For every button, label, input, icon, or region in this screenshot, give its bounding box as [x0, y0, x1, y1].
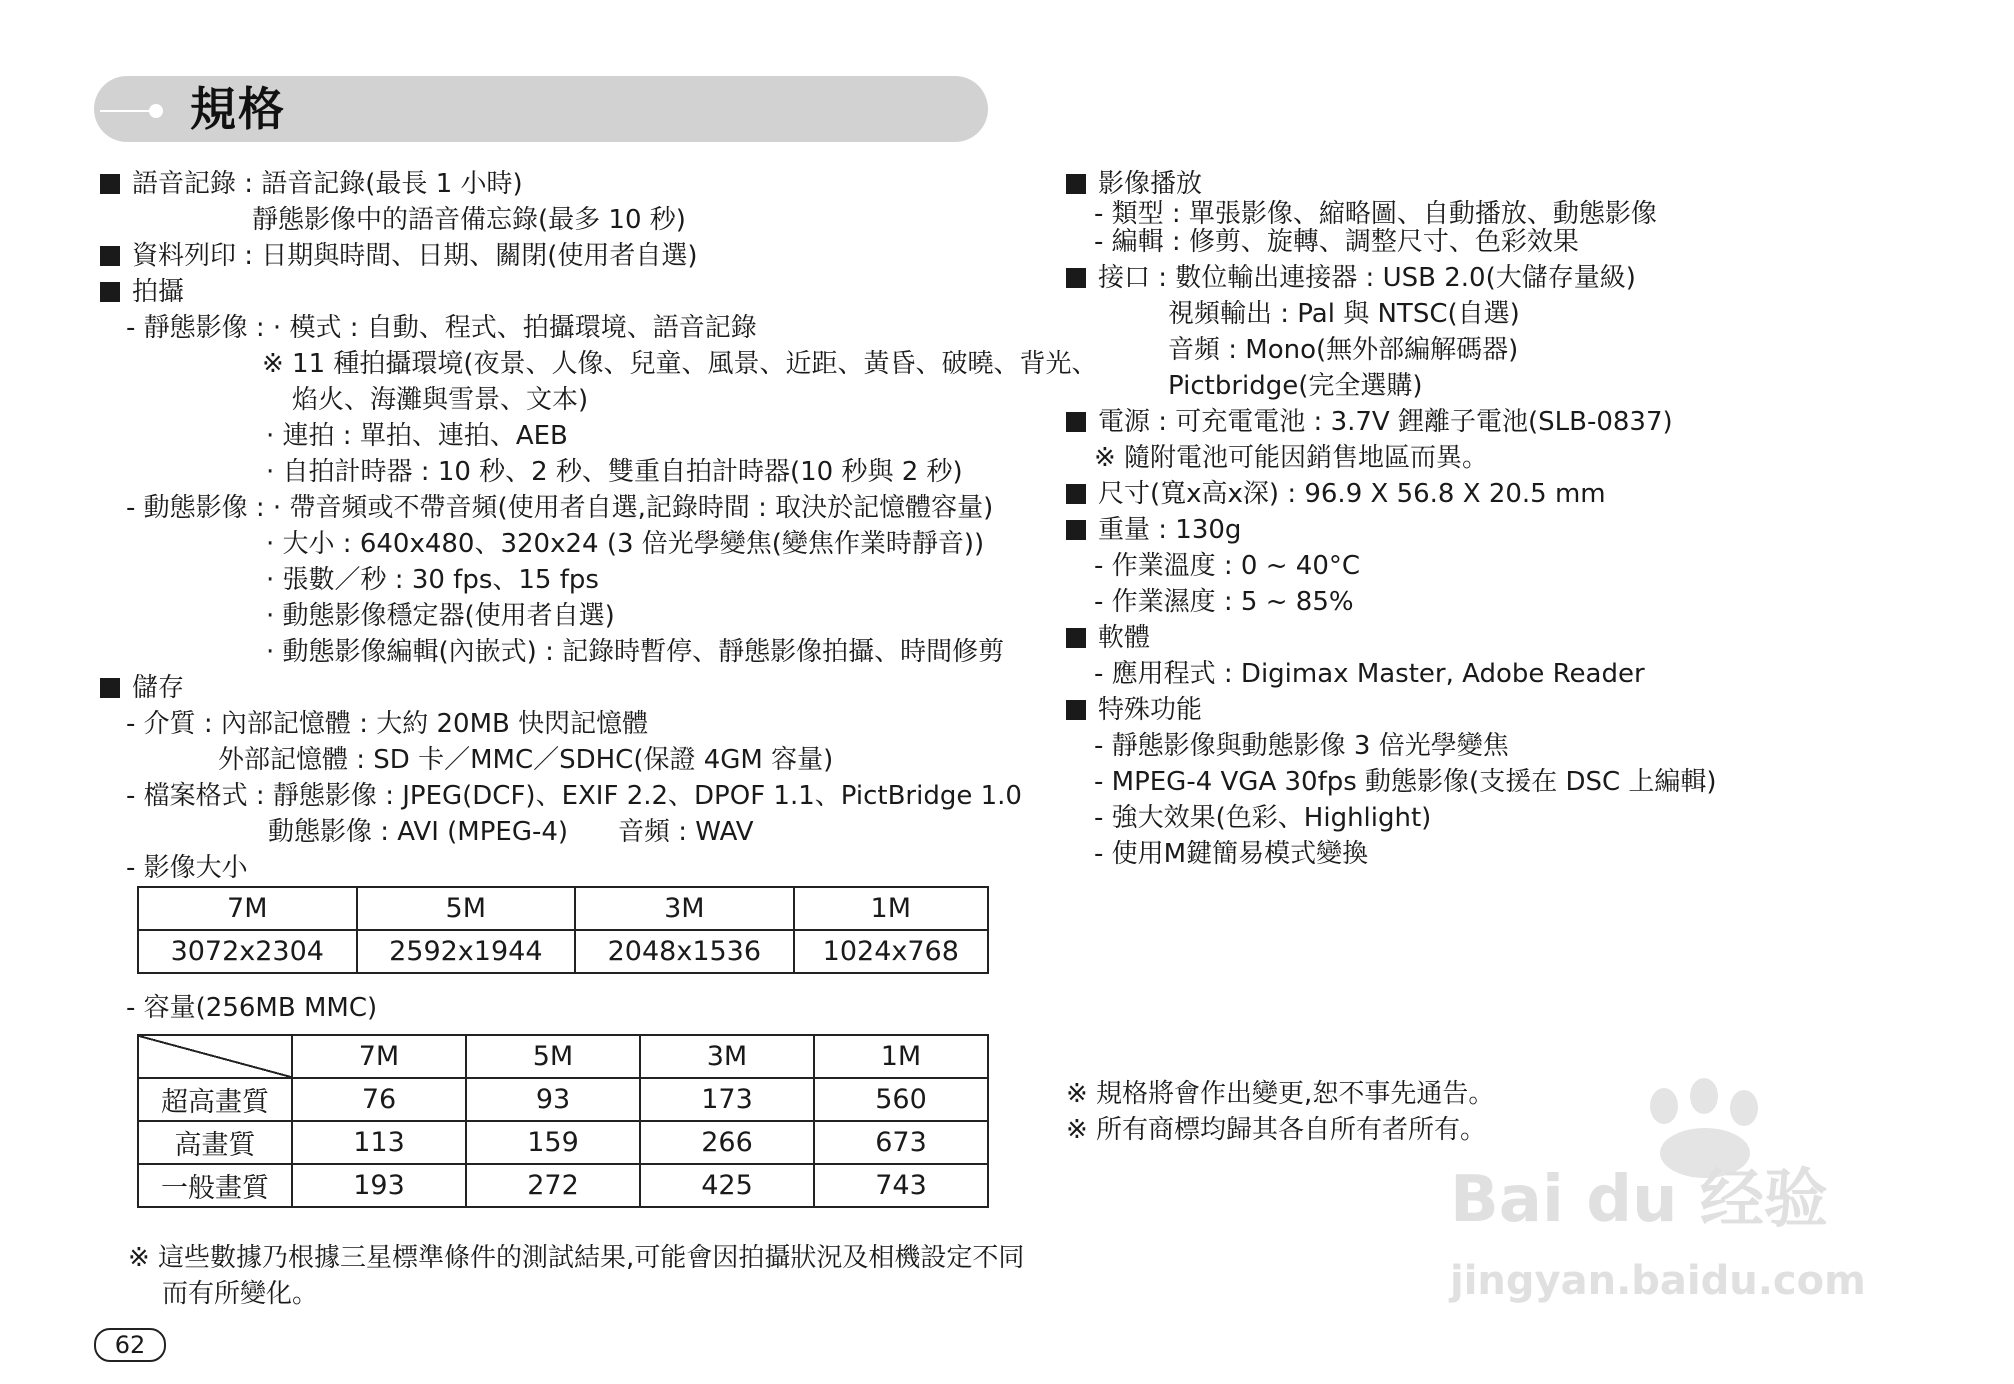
table-cell: 2048x1536	[575, 930, 794, 973]
spec-change-notice: ※ 規格將會作出變更,恕不事先通告。	[1066, 1079, 1495, 1109]
table-cell: 272	[466, 1164, 640, 1207]
spec-shooting-heading: 拍攝	[100, 274, 184, 310]
table-row	[138, 1164, 988, 1207]
spec-playback-type: - 類型 : 單張影像、縮略圖、自動播放、動態影像	[1094, 199, 1657, 229]
spec-movie-size: · 大小 : 640x480、320x24 (3 倍光學變焦(變焦作業時靜音))	[266, 529, 985, 559]
table-row	[138, 887, 988, 930]
spec-operating-humidity: - 作業濕度 : 5 ~ 85%	[1094, 587, 1354, 617]
bullet-square-icon	[1066, 412, 1086, 432]
header-decor-dot	[149, 104, 163, 118]
watermark-paw-icon	[1690, 1078, 1718, 1114]
table-row-label: 超高畫質	[138, 1078, 292, 1121]
table-header-cell: 5M	[357, 887, 576, 930]
bullet-square-icon	[100, 174, 120, 194]
spec-still-mode: - 靜態影像 : · 模式 : 自動、程式、拍攝環境、語音記錄	[126, 313, 757, 343]
bullet-square-icon	[1066, 628, 1086, 648]
spec-operating-temp: - 作業溫度 : 0 ~ 40°C	[1094, 551, 1361, 581]
table-cell: 113	[292, 1121, 466, 1164]
spec-date-imprint: 資料列印 : 日期與時間、日期、關閉(使用者自選)	[100, 238, 698, 274]
spec-feature-mode-switch: - 使用M鍵簡易模式變換	[1094, 839, 1369, 869]
spec-application: - 應用程式 : Digimax Master, Adobe Reader	[1094, 659, 1645, 689]
spec-scene-modes: ※ 11 種拍攝環境(夜景、人像、兒童、風景、近距、黃昏、破曉、背光、	[262, 349, 1098, 379]
table-cell: 3072x2304	[138, 930, 357, 973]
spec-movie-audio: - 動態影像 : · 帶音頻或不帶音頻(使用者自選,記錄時間 : 取決於記憶體容量)	[126, 493, 994, 523]
spec-features-heading: 特殊功能	[1066, 692, 1202, 728]
table-corner-cell	[138, 1035, 292, 1078]
table-header-cell: 3M	[575, 887, 794, 930]
table-row	[138, 1078, 988, 1121]
table-header-cell: 1M	[794, 887, 988, 930]
table-row-label: 一般畫質	[138, 1164, 292, 1207]
bullet-square-icon	[100, 678, 120, 698]
table-cell: 2592x1944	[357, 930, 576, 973]
data-disclaimer: ※ 這些數據乃根據三星標準條件的測試結果,可能會因拍攝狀況及相機設定不同	[128, 1243, 1025, 1273]
table-cell: 560	[814, 1078, 988, 1121]
spec-voice-recording: 語音記錄 : 語音記錄(最長 1 小時)	[100, 166, 523, 202]
spec-feature-zoom: - 靜態影像與動態影像 3 倍光學變焦	[1094, 731, 1509, 761]
table-row	[138, 1121, 988, 1164]
table-row	[138, 930, 988, 973]
watermark-url: jingyan.baidu.com	[1450, 1258, 1866, 1304]
table-cell: 159	[466, 1121, 640, 1164]
spec-file-format-still: - 檔案格式 : 靜態影像 : JPEG(DCF)、EXIF 2.2、DPOF 1.1、PictBridge 1.0	[126, 781, 1022, 811]
spec-internal-memory: - 介質 : 內部記憶體 : 大約 20MB 快閃記憶體	[126, 709, 649, 739]
table-cell: 173	[640, 1078, 814, 1121]
page-title: 規格	[190, 82, 286, 136]
spec-frame-rate: · 張數／秒 : 30 fps、15 fps	[266, 565, 599, 595]
data-disclaimer-cont: 而有所變化。	[162, 1279, 319, 1309]
spec-video-out: 視頻輸出 : Pal 與 NTSC(自選)	[1168, 299, 1520, 329]
spec-power-note: ※ 隨附電池可能因銷售地區而異。	[1094, 443, 1489, 473]
spec-audio-out: 音頻 : Mono(無外部編解碼器)	[1168, 335, 1519, 365]
table-cell: 425	[640, 1164, 814, 1207]
table-cell: 743	[814, 1164, 988, 1207]
bullet-square-icon	[100, 246, 120, 266]
spec-self-timer: · 自拍計時器 : 10 秒、2 秒、雙重自拍計時器(10 秒與 2 秒)	[266, 457, 963, 487]
spec-stabilizer: · 動態影像穩定器(使用者自選)	[266, 601, 615, 631]
trademark-notice: ※ 所有商標均歸其各自所有者所有。	[1066, 1115, 1487, 1145]
table-cell: 266	[640, 1121, 814, 1164]
table-row	[138, 1035, 988, 1078]
spec-interface: 接口 : 數位輸出連接器 : USB 2.0(大儲存量級)	[1066, 260, 1636, 296]
page-number: 62	[94, 1328, 166, 1362]
spec-weight: 重量 : 130g	[1066, 512, 1241, 548]
spec-voice-memo: 靜態影像中的語音備忘錄(最多 10 秒)	[252, 205, 686, 235]
watermark-paw-icon	[1650, 1088, 1678, 1124]
bullet-square-icon	[1066, 520, 1086, 540]
spec-external-memory: 外部記憶體 : SD 卡／MMC／SDHC(保證 4GM 容量)	[218, 745, 834, 775]
spec-file-format-audio: 音頻 : WAV	[618, 817, 754, 847]
table-cell: 673	[814, 1121, 988, 1164]
bullet-square-icon	[1066, 268, 1086, 288]
spec-software-heading: 軟體	[1066, 620, 1150, 656]
spec-scene-modes-cont: 焰火、海灘與雪景、文本)	[292, 385, 589, 415]
table-cell: 1024x768	[794, 930, 988, 973]
spec-power: 電源 : 可充電電池 : 3.7V 鋰離子電池(SLB-0837)	[1066, 404, 1673, 440]
spec-storage-heading: 儲存	[100, 670, 184, 706]
table-cell: 76	[292, 1078, 466, 1121]
spec-feature-mpeg4: - MPEG-4 VGA 30fps 動態影像(支援在 DSC 上編輯)	[1094, 767, 1717, 797]
table-cell: 193	[292, 1164, 466, 1207]
table-header-cell: 7M	[292, 1035, 466, 1078]
bullet-square-icon	[1066, 484, 1086, 504]
spec-playback-heading: 影像播放	[1066, 166, 1202, 202]
watermark-paw-icon	[1730, 1090, 1758, 1126]
bullet-square-icon	[1066, 174, 1086, 194]
table-header-cell: 5M	[466, 1035, 640, 1078]
table-header-cell: 1M	[814, 1035, 988, 1078]
spec-pictbridge: Pictbridge(完全選購)	[1168, 371, 1423, 401]
bullet-square-icon	[100, 282, 120, 302]
image-size-table	[137, 886, 989, 974]
bullet-square-icon	[1066, 700, 1086, 720]
spec-feature-effects: - 強大效果(色彩、Highlight)	[1094, 803, 1432, 833]
watermark-brand: Bai du 经验	[1450, 1163, 1828, 1237]
spec-image-size-heading: - 影像大小	[126, 853, 248, 883]
table-header-cell: 7M	[138, 887, 357, 930]
table-cell: 93	[466, 1078, 640, 1121]
spec-capacity-heading: - 容量(256MB MMC)	[126, 993, 378, 1023]
capacity-table	[137, 1034, 989, 1208]
spec-playback-edit: - 編輯 : 修剪、旋轉、調整尺寸、色彩效果	[1094, 227, 1579, 257]
spec-continuous: · 連拍 : 單拍、連拍、AEB	[266, 421, 568, 451]
spec-movie-edit: · 動態影像編輯(內嵌式) : 記錄時暫停、靜態影像拍攝、時間修剪	[266, 637, 1005, 667]
header-decor-line	[100, 110, 152, 112]
table-row-label: 高畫質	[138, 1121, 292, 1164]
table-header-cell: 3M	[640, 1035, 814, 1078]
spec-dimensions: 尺寸(寬x高x深) : 96.9 X 56.8 X 20.5 mm	[1066, 476, 1606, 512]
spec-file-format-movie: 動態影像 : AVI (MPEG-4)	[268, 817, 569, 847]
